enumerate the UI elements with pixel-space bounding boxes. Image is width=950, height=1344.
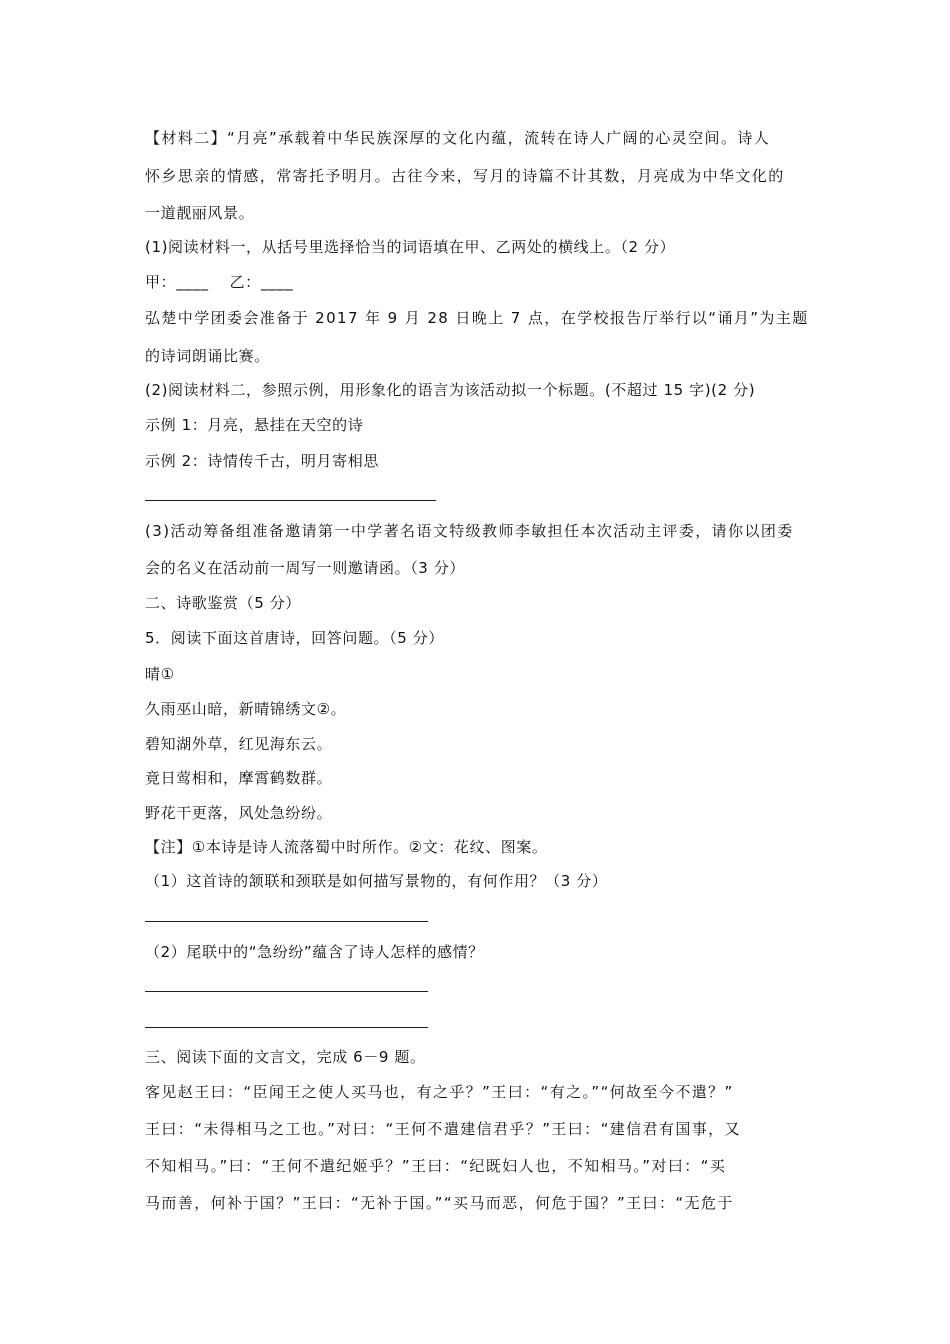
poem-line: 野花干更落，风处急纷纷。 (145, 804, 333, 822)
poem-question-2: （2）尾联中的“急纷纷”蕴含了诗人怎样的感情？ (145, 943, 484, 961)
notice-line-2: 的诗词朗诵比赛。 (145, 347, 270, 365)
notice-line-1: 弘楚中学团委会准备于 2017 年 9 月 28 日晚上 7 点，在学校报告厅举行以“诵月”为主题 (145, 309, 809, 327)
question-3-line-2: 会的名义在活动前一周写一则邀请函。（3 分） (145, 559, 466, 577)
poem-question-1: （1）这首诗的颔联和颈联是如何描写景物的，有何作用？（3 分） (145, 872, 608, 890)
material2-line-1: 【材料二】“月亮”承载着中华民族深厚的文化内蕴，流转在诗人广阔的心灵空间。诗人 (145, 129, 771, 147)
classical-text-line: 马而善，何补于国？”王曰：“无补于国。”“买马而恶，何危于国？”王曰：“无危于 (145, 1194, 734, 1212)
answer-line (145, 500, 436, 501)
material2-line-3: 一道靓丽风景。 (145, 204, 255, 222)
poem-line: 久雨巫山暗，新晴锦绣文②。 (145, 700, 347, 718)
classical-text-line: 客见赵王曰：“臣闻王之使人买马也，有之乎？”王曰：“有之。”“何故至今不遣？” (145, 1083, 734, 1101)
poem-note: 【注】①本诗是诗人流落蜀中时所作。②文：花纹、图案。 (145, 838, 548, 856)
material2-line-2: 怀乡思亲的情感，常寄托予明月。古往今来，写月的诗篇不计其数，月亮成为中华文化的 (145, 167, 785, 185)
question-1-blanks: 甲：____ 乙：____ (145, 273, 294, 291)
question-3-line-1: (3)活动筹备组准备邀请第一中学著名语文特级教师李敏担任本次活动主评委，请你以团委 (145, 522, 794, 540)
poem-line: 碧知湖外草，红见海东云。 (145, 735, 333, 753)
classical-text-line: 王曰：“未得相马之工也。”对曰：“王何不遣建信君乎？”王曰：“建信君有国事，又 (145, 1120, 741, 1138)
poem-title: 晴① (145, 665, 175, 683)
answer-line (145, 921, 428, 922)
question-5: 5．阅读下面这首唐诗，回答问题。（5 分） (145, 629, 444, 647)
question-2: (2)阅读材料二，参照示例，用形象化的语言为该活动拟一个标题。(不超过 15 字)(2 分) (145, 381, 756, 399)
classical-text-line: 不知相马。”曰：“王何不遣纪姬乎？”王曰：“纪既妇人也，不知相马。”对曰：“买 (145, 1157, 727, 1175)
question-1: (1)阅读材料一，从括号里选择恰当的词语填在甲、乙两处的横线上。（2 分） (145, 238, 676, 256)
poem-line: 竟日莺相和，摩霄鹤数群。 (145, 769, 333, 787)
example-1: 示例 1：月亮，悬挂在天空的诗 (145, 416, 364, 434)
answer-line (145, 991, 428, 992)
section-2-heading: 二、诗歌鉴赏（5 分） (145, 594, 301, 612)
answer-line (145, 1027, 428, 1028)
section-3-heading: 三、阅读下面的文言文，完成 6－9 题。 (145, 1048, 426, 1066)
example-2: 示例 2：诗情传千古，明月寄相思 (145, 452, 379, 470)
